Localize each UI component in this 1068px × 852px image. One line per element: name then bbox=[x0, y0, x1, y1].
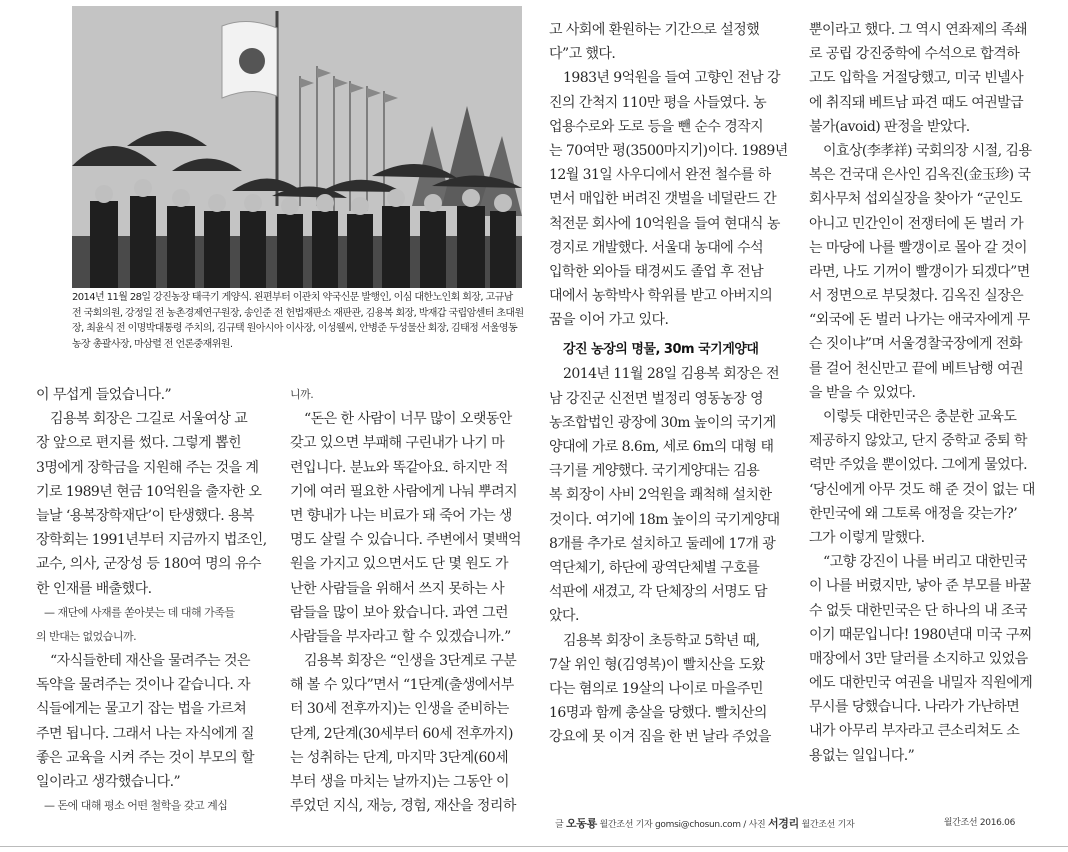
text-line: 기로 1989년 현금 10억원을 출자한 오 bbox=[36, 483, 262, 500]
article-column-3 bbox=[549, 18, 788, 749]
text-line: 내가 아무리 부자라고 큰소리쳐도 소 bbox=[809, 723, 1020, 740]
photographer-name: 서경리 bbox=[767, 817, 799, 830]
text-line: 김용복 회장이 초등학교 5학년 때, bbox=[563, 632, 760, 649]
text-line: 남 강진군 신전면 벌정리 영동농장 영 bbox=[549, 390, 764, 407]
interview-question-line: 니까. bbox=[290, 388, 314, 401]
text-line: 는 성취하는 단계, 마지막 3단계(60세 bbox=[290, 749, 509, 766]
text-line: 매장에서 3만 달러를 소지하고 있었음 bbox=[809, 650, 1028, 667]
text-line: 이렇듯 대한민국은 충분한 교육도 bbox=[823, 409, 1017, 425]
text-line: 면 향내가 나는 비료가 돼 죽어 가는 생 bbox=[290, 507, 512, 524]
text-line: 양대에 가로 8.6m, 세로 6m의 대형 태 bbox=[549, 439, 774, 455]
text-line: 김용복 회장은 그길로 서울여상 교 bbox=[50, 411, 248, 428]
text-line: 장학회는 1991년부터 지금까지 법조인, bbox=[36, 532, 267, 549]
text-line: 을 받을 수 있었다. bbox=[809, 384, 916, 401]
article-photo bbox=[72, 6, 522, 288]
text-line: 주면 됩니다. 그래서 나는 자식에게 질 bbox=[36, 725, 255, 742]
author-credit bbox=[555, 815, 854, 831]
text-line: 석판에 새겼고, 각 단체장의 서명도 담 bbox=[549, 584, 768, 601]
text-line: 그가 이렇게 말했다. bbox=[809, 529, 925, 546]
text-line: 농조합법인 광장에 30m 높이의 국기게 bbox=[549, 414, 776, 431]
text-line: 이기 때문입니다! 1980년대 미국 구찌 bbox=[809, 626, 1032, 643]
text-line: 고 사회에 환원하는 기간으로 설정했 bbox=[549, 22, 760, 38]
text-line: 이 나를 버렸지만, 낳아 준 부모를 바꿀 bbox=[809, 578, 1031, 595]
text-line: 불가(avoid) 판정을 받았다. bbox=[809, 118, 970, 135]
text-line: 한 인재를 배출했다. bbox=[36, 580, 152, 597]
photo-prefix: 사진 bbox=[748, 820, 766, 830]
text-line: 김용복 회장은 “인생을 3단계로 구분 bbox=[304, 653, 517, 670]
text-line: 해 볼 수 있다”면서 “1단계(출생에서부 bbox=[290, 677, 514, 694]
text-line: 다는 혐의로 19살의 나이로 마을주민 bbox=[549, 680, 763, 697]
writer-name: 오동룡 bbox=[565, 817, 597, 830]
text-line: “고향 강진이 나를 버리고 대한민국 bbox=[823, 554, 1027, 571]
writer-role: 월간조선 기자 gomsi@chosun.com bbox=[599, 820, 741, 830]
text-line: 12월 31일 사우디에서 완전 철수를 하 bbox=[549, 167, 771, 184]
text-line: 터 30세 전후까지)는 인생을 준비하는 bbox=[290, 701, 509, 718]
text-line: 1983년 9억원을 들여 고향인 전남 강 bbox=[563, 70, 780, 87]
text-line: 꿈을 이어 가고 있다. bbox=[549, 312, 669, 329]
interview-question-line: — 재단에 사재를 쏟아붓는 데 대해 가족들 bbox=[44, 605, 235, 619]
text-line: 뿐이라고 했다. 그 역시 연좌제의 족쇄 bbox=[809, 22, 1028, 38]
text-line: 로 공립 강진중학에 수석으로 합격하 bbox=[809, 46, 1020, 63]
text-line: “자식들한테 재산을 물려주는 것은 bbox=[50, 653, 250, 670]
text-line: 2014년 11월 28일 김용복 회장은 전 bbox=[563, 366, 780, 383]
text-line: 를 걸어 천신만고 끝에 베트남행 여권 bbox=[809, 360, 1024, 377]
text-line: 력만 주었을 뿐이었다. 그에게 물었다. bbox=[809, 457, 1028, 474]
text-line: 사람들을 부자라고 할 수 있겠습니까.” bbox=[290, 628, 511, 645]
interview-question-line: 의 반대는 없었습니까. bbox=[36, 629, 137, 643]
text-line: 장 앞으로 편지를 썼다. 그렇게 뽑힌 bbox=[36, 435, 242, 452]
text-line: 수 없듯 대한민국은 단 하나의 내 조국 bbox=[809, 602, 1028, 619]
flag-ceremony-image bbox=[72, 6, 522, 288]
text-line: 원을 가지고 있으면서도 단 몇 원도 가 bbox=[290, 556, 509, 573]
article-column-4 bbox=[809, 18, 1035, 768]
text-line: 부터 생을 마치는 날까지)는 그동안 이 bbox=[290, 774, 510, 790]
article-column-1 bbox=[36, 383, 267, 818]
photo-caption: 2014년 11월 28일 강진농장 태극기 게양식. 왼편부터 이관치 약국신문 발행인, 이심 대한노인회 회장, 고규남 전 국회의원, 강정일 전 농촌경제연구원장, 송인준 전 헌법재판소 재판관, 김용복 회장, 박재갑 국립암센터 초대원장, 최윤식 전 이명박대통령 주치의, 김규택 원아시아 이사장, 이성웰씨, 안병준 두성물산 회장, 김태정 서울영동농장 총괄사장, 마삼렬 전 언론중재위원. bbox=[72, 292, 524, 350]
text-line: 회사무처 섭외실장을 찾아가 “군인도 bbox=[809, 191, 1022, 208]
bottom-rule bbox=[0, 846, 1068, 847]
text-line: 기에 여러 필요한 사람에게 나눠 뿌려지 bbox=[290, 483, 518, 500]
text-line: 무시를 당했습니다. 나라가 가난하면 bbox=[809, 699, 1020, 716]
text-line: 슨 짓이냐”며 서울경찰국장에게 전화 bbox=[809, 336, 1022, 353]
text-line: 진의 간척지 110만 평을 사들였다. 농 bbox=[549, 94, 767, 111]
text-line: 독약을 물려주는 것이나 같습니다. 자 bbox=[36, 677, 251, 694]
text-line: 업용수로와 도로 등을 뺀 순수 경작지 bbox=[549, 118, 764, 135]
text-line: 경지로 개발했다. 서울대 농대에 수석 bbox=[549, 239, 764, 256]
text-line: 고도 입학을 거절당했고, 미국 빈넬사 bbox=[809, 70, 1024, 87]
text-line: 강요에 못 이겨 짐을 한 번 날라 주었을 bbox=[549, 729, 771, 746]
text-line: 루었던 지식, 재능, 경험, 재산을 정리하 bbox=[290, 798, 516, 815]
writer-prefix: 글 bbox=[555, 820, 564, 830]
text-line: 다”고 했다. bbox=[549, 46, 616, 63]
text-line: 서 정면으로 부딪쳤다. 김옥진 실장은 bbox=[809, 288, 1024, 305]
text-line: 한민국에 왜 그토록 애정을 갖는가?’ bbox=[809, 505, 1018, 522]
text-line: 7살 위인 형(김영복)이 빨치산을 도왔 bbox=[549, 656, 765, 673]
text-line: 교수, 의사, 군장성 등 180여 명의 유수 bbox=[36, 556, 261, 573]
text-line: 복은 건국대 은사인 김옥진(金玉珍) 국 bbox=[809, 167, 1031, 184]
byline bbox=[555, 812, 1045, 830]
text-line: 이 무섭게 들었습니다.” bbox=[36, 387, 172, 403]
section-heading: 강진 농장의 명물, 30m 국기게양대 bbox=[563, 342, 759, 358]
text-line: 람들을 많이 보아 왔습니다. 과연 그런 bbox=[290, 604, 509, 621]
text-line: 극기를 게양했다. 국기게양대는 김용 bbox=[549, 463, 760, 480]
text-line: 16명과 함께 총살을 당했다. 빨치산의 bbox=[549, 705, 767, 722]
article-column-2 bbox=[290, 383, 521, 818]
text-line: 좋은 교육을 시켜 주는 것이 부모의 할 bbox=[36, 749, 255, 766]
text-line: 에도 대한민국 여권을 내밀자 직원에게 bbox=[809, 675, 1033, 692]
byline-separator: / bbox=[743, 820, 747, 830]
text-line: 는 마당에 나를 빨갱이로 몰아 갈 것이 bbox=[809, 239, 1028, 256]
text-line: 라면, 나도 기꺼이 빨갱이가 되겠다”면 bbox=[809, 263, 1030, 280]
text-line: “돈은 한 사람이 너무 많이 오랫동안 bbox=[304, 411, 512, 428]
interview-question-line: — 돈에 대해 평소 어떤 철학을 갖고 계십 bbox=[44, 799, 228, 813]
text-line: 대에서 농학박사 학위를 받고 아버지의 bbox=[549, 288, 773, 305]
text-line: 늘날 ‘용복장학재단’이 탄생했다. 용복 bbox=[36, 507, 255, 524]
text-line: 면서 매입한 버려진 갯벌을 네덜란드 간 bbox=[549, 191, 777, 208]
text-line: 3명에게 장학금을 지원해 주는 것을 계 bbox=[36, 459, 259, 476]
photographer-role: 월간조선 기자 bbox=[801, 820, 855, 830]
text-line: 식들에게는 물고기 잡는 법을 가르쳐 bbox=[36, 701, 247, 718]
text-line: 에 취직돼 베트남 파견 때도 여권발급 bbox=[809, 94, 1024, 111]
text-line: 명도 살릴 수 있습니다. 주변에서 몇백억 bbox=[290, 532, 521, 549]
text-line: 아니고 민간인이 전쟁터에 돈 벌러 가 bbox=[809, 215, 1024, 232]
text-line: ‘당신에게 아무 것도 해 준 것이 없는 대 bbox=[809, 481, 1035, 498]
publication-info: 월간조선 2016.06 bbox=[943, 818, 1015, 828]
text-line: 제공하지 않았고, 단지 중학교 중퇴 학 bbox=[809, 433, 1028, 450]
text-line: 척전문 회사에 10억원을 들여 현대식 농 bbox=[549, 215, 780, 232]
text-line: 입학한 외아들 태경씨도 졸업 후 전남 bbox=[549, 263, 764, 280]
text-line: “외국에 돈 벌러 나가는 애국자에게 무 bbox=[809, 312, 1030, 329]
text-line: 일이라고 생각했습니다.” bbox=[36, 774, 181, 790]
text-line: 것이다. 여기에 18m 높이의 국기게양대 bbox=[549, 511, 780, 528]
text-line: 8개를 추가로 설치하고 둘레에 17개 광 bbox=[549, 535, 776, 552]
text-line: 련입니다. 분뇨와 똑같아요. 하지만 적 bbox=[290, 459, 509, 476]
text-line: 갖고 있으면 부패해 구린내가 나기 마 bbox=[290, 435, 505, 452]
text-line: 이효상(李孝祥) 국회의장 시절, 김용 bbox=[823, 142, 1032, 159]
text-line: 단계, 2단계(30세부터 60세 전후까지) bbox=[290, 725, 513, 742]
text-line: 난한 사람들을 위해서 쓰지 못하는 사 bbox=[290, 580, 505, 597]
text-line: 는 70여만 평(3500마지기)이다. 1989년 bbox=[549, 142, 788, 159]
text-line: 역단체기, 하단에 광역단체별 구호를 bbox=[549, 559, 760, 576]
text-line: 았다. bbox=[549, 608, 579, 625]
text-line: 복 회장이 사비 2억원을 쾌척해 설치한 bbox=[549, 487, 772, 504]
text-line: 용없는 일입니다.” bbox=[809, 747, 915, 764]
